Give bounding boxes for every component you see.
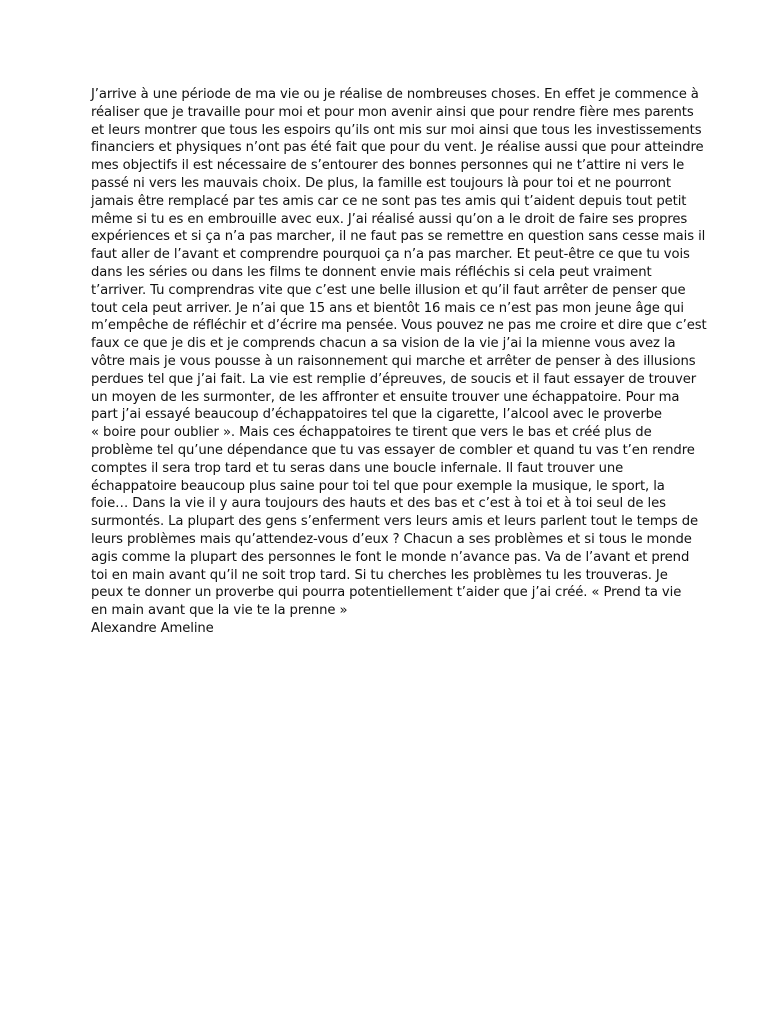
text-line-27: agis comme la plupart des personnes le font le monde n’avance pas. Va de l’avant et prend <box>91 549 690 565</box>
text-line-23: échappatoire beaucoup plus saine pour toi tel que pour exemple la musique, le sport, la <box>91 478 665 494</box>
text-line-14: m’empêche de réfléchir et d’écrire ma pensée. Vous pouvez ne pas me croire et dire que c’est <box>91 318 707 334</box>
text-line-15: faux ce que je dis et je comprends chacun a sa vision de la vie j’ai la mienne vous avez la <box>91 336 676 352</box>
text-line-22: comptes il sera trop tard et tu seras dans une boucle infernale. Il faut trouver une <box>91 460 624 476</box>
text-line-2: réaliser que je travaille pour moi et pour mon avenir ainsi que pour rendre fière mes parents <box>91 104 694 120</box>
text-line-1: J’arrive à une période de ma vie ou je réalise de nombreuses choses. En effet je commence à <box>91 87 699 102</box>
text-line-4: financiers et physiques n’ont pas été fait que pour du vent. Je réalise aussi que pour atteindre <box>91 140 704 156</box>
text-line-29: peux te donner un proverbe qui pourra potentiellement t’aider que j’ai créé. « Prend ta vie <box>91 585 682 601</box>
text-line-16: vôtre mais je vous pousse à un raisonnement qui marche et arrêter de penser à des illusions <box>91 353 696 369</box>
text-line-19: part j’ai essayé beaucoup d’échappatoires tel que la cigarette, l’alcool avec le proverbe <box>91 407 662 423</box>
text-line-13: tout cela peut arriver. Je n’ai que 15 ans et bientôt 16 mais ce n’est pas mon jeune âge qui <box>91 300 684 316</box>
text-line-12: t’arriver. Tu comprendras vite que c’est une belle illusion et qu’il faut arrêter de penser que <box>91 282 686 298</box>
text-line-25: surmontés. La plupart des gens s’enferment vers leurs amis et leurs parlent tout le temps de <box>91 514 699 530</box>
text-line-18: un moyen de les surmonter, de les affronter et ensuite trouver une échappatoire. Pour ma <box>91 389 680 405</box>
text-line-24: foie… Dans la vie il y aura toujours des hauts et des bas et c’est à toi et à toi seul de les <box>91 496 666 512</box>
text-line-3: et leurs montrer que tous les espoirs qu’ils ont mis sur moi ainsi que tous les investissements <box>91 122 702 138</box>
text-line-20: « boire pour oublier ». Mais ces échappatoires te tirent que vers le bas et créé plus de <box>91 425 652 441</box>
text-line-17: perdues tel que j’ai fait. La vie est remplie d’épreuves, de soucis et il faut essayer de trouver <box>91 371 697 387</box>
text-line-11: dans les séries ou dans les films te donnent envie mais réfléchis si cela peut vraiment <box>91 264 652 280</box>
text-line-30: en main avant que la vie te la prenne » <box>91 603 348 619</box>
text-line-21: problème tel qu’une dépendance que tu vas essayer de combler et quand tu vas t’en rendre <box>91 442 695 458</box>
author-signature: Alexandre Ameline <box>91 620 214 636</box>
text-line-6: passé ni vers les mauvais choix. De plus, la famille est toujours là pour toi et ne pourront <box>91 175 671 191</box>
text-line-7: jamais être remplacé par tes amis car ce ne sont pas tes amis qui t’aident depuis tout petit <box>91 193 687 209</box>
essay-body <box>91 86 707 638</box>
text-line-26: leurs problèmes mais qu’attendez-vous d’eux ? Chacun a ses problèmes et si tous le monde <box>91 531 692 547</box>
text-line-10: faut aller de l’avant et comprendre pourquoi ça n’a pas marcher. Et peut-être ce que tu vois <box>91 247 690 263</box>
text-line-8: même si tu es en embrouille avec eux. J’ai réalisé aussi qu’on a le droit de faire ses propres <box>91 211 688 227</box>
text-line-9: expériences et si ça n’a pas marcher, il ne faut pas se remettre en question sans cesse mais il <box>91 229 706 245</box>
text-line-5: mes objectifs il est nécessaire de s’entourer des bonnes personnes qui ne t’attire ni vers le <box>91 158 685 174</box>
text-line-28: toi en main avant qu’il ne soit trop tard. Si tu cherches les problèmes tu les trouveras. Je <box>91 567 668 583</box>
